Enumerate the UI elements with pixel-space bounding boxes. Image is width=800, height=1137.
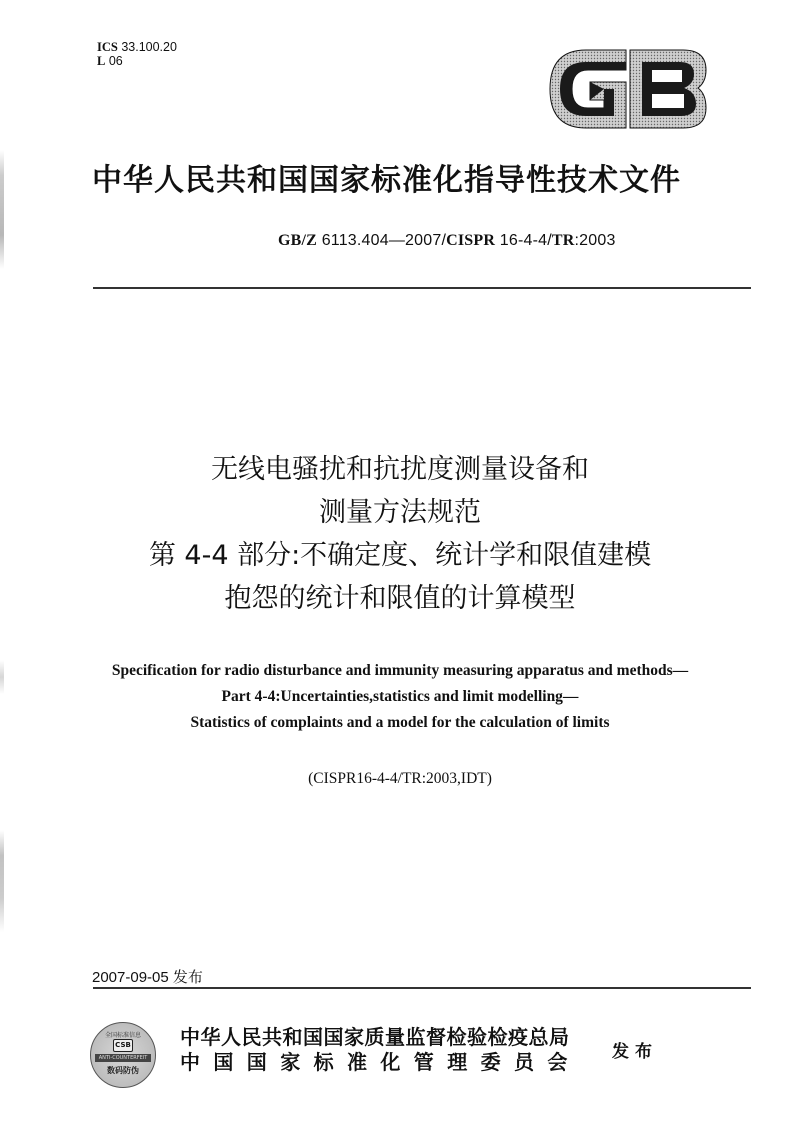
english-title [0, 658, 800, 736]
chinese-title-line: 测量方法规范 [319, 497, 481, 528]
ccs-code: 06 [108, 54, 123, 68]
english-title-line: Part 4-4:Uncertainties,statistics and limit modelling— [221, 688, 579, 705]
document-category-title: 中华人民共和国国家标准化指导性技术文件 [92, 163, 681, 198]
ccs-code-line [97, 54, 177, 68]
std-prefix: GB/Z [278, 232, 318, 249]
std-cispr-number: 16-4-4/ [499, 232, 552, 249]
std-cispr-label: CISPR [446, 232, 496, 249]
chinese-title-line: 第 4-4 部分:不确定度、统计学和限值建模 [148, 540, 652, 571]
seal-bottom-text: 数码防伪 [107, 1066, 139, 1075]
ics-code-line [97, 40, 177, 54]
release-date: 2007-09-05 发布 [92, 969, 203, 986]
publish-label: 发布 [612, 1042, 658, 1062]
top-divider [93, 287, 751, 289]
classification-codes [97, 40, 177, 68]
equivalence-statement: (CISPR16-4-4/TR:2003,IDT) [308, 770, 492, 787]
chinese-title [0, 448, 800, 620]
english-title-line: Specification for radio disturbance and immunity measuring apparatus and methods— [111, 662, 689, 679]
ics-code: 33.100.20 [121, 40, 177, 54]
chinese-title-line: 无线电骚扰和抗扰度测量设备和 [211, 454, 589, 485]
standard-number [278, 232, 616, 250]
issuer-sac: 中国国家标准化管理委员会 [180, 1050, 581, 1074]
anti-counterfeit-seal-icon [90, 1022, 156, 1088]
seal-mark: CSB [113, 1039, 133, 1052]
ics-label: ICS [97, 40, 118, 54]
std-tr: TR [551, 232, 575, 249]
issuer-aqsiq: 中华人民共和国国家质量监督检验检疫总局 [180, 1025, 570, 1049]
std-year: :2003 [574, 232, 616, 249]
chinese-title-line: 抱怨的统计和限值的计算模型 [224, 583, 576, 614]
english-title-line: Statistics of complaints and a model for the calculation of limits [190, 714, 610, 731]
std-number: 6113.404—2007/ [321, 232, 447, 249]
gb-logo-icon [548, 48, 708, 130]
issuing-authorities [180, 1025, 581, 1075]
seal-band-text: ANTI-COUNTERFEIT [95, 1054, 151, 1062]
ccs-label: L [97, 54, 106, 68]
bottom-divider [93, 987, 751, 989]
seal-top-text: 全国标准信息 [104, 1032, 141, 1039]
